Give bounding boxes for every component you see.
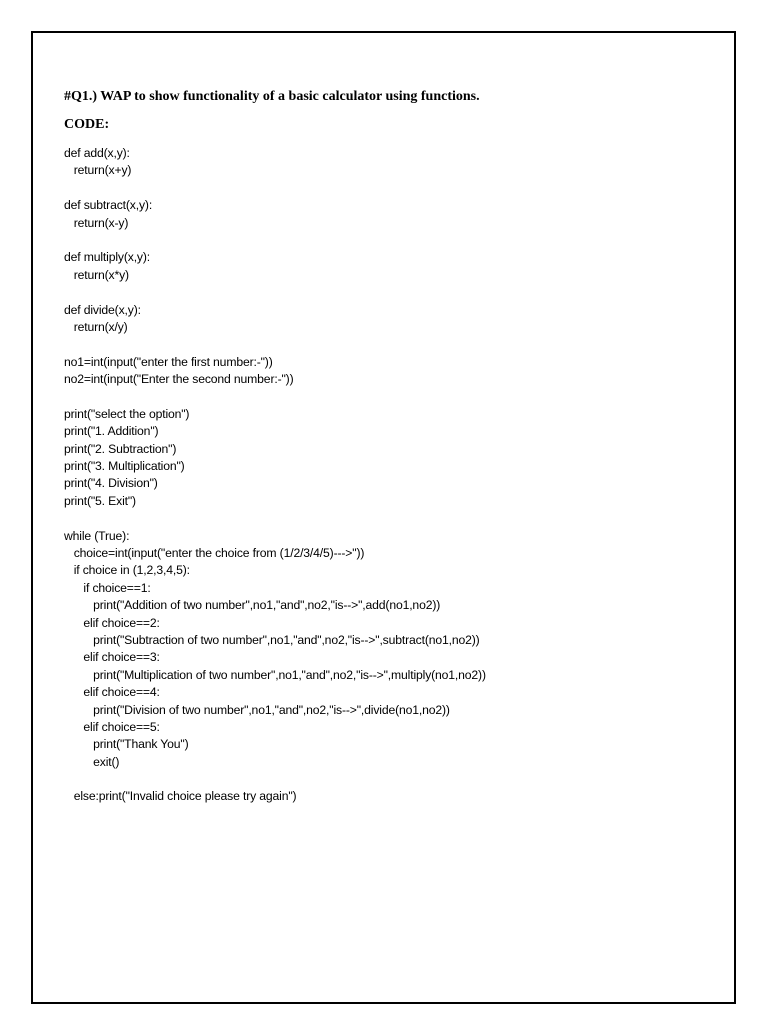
- question-heading: #Q1.) WAP to show functionality of a basic calculator using functions.: [64, 89, 480, 104]
- code-line: print("Addition of two number",no1,"and",no2,"is-->",add(no1,no2)): [64, 598, 441, 613]
- code-line: [64, 510, 486, 527]
- code-line: print("Division of two number",no1,"and",no2,"is-->",divide(no1,no2)): [64, 702, 450, 717]
- code-line: def divide(x,y):: [64, 302, 141, 317]
- code-line: return(x/y): [64, 319, 128, 334]
- code-line: print("3. Multiplication"): [64, 459, 185, 474]
- code-line: [64, 232, 486, 249]
- code-line: no2=int(input("Enter the second number:-")): [64, 372, 294, 387]
- code-line: return(x+y): [64, 163, 132, 178]
- code-block: [64, 145, 486, 806]
- code-line: no1=int(input("enter the first number:-")): [64, 354, 273, 369]
- code-line: else:print("Invalid choice please try again"): [64, 789, 297, 804]
- code-line: print("2. Subtraction"): [64, 441, 177, 456]
- code-line: def multiply(x,y):: [64, 250, 151, 265]
- code-line: if choice in (1,2,3,4,5):: [64, 563, 190, 578]
- code-line: return(x*y): [64, 267, 129, 282]
- code-line: print("select the option"): [64, 406, 190, 421]
- code-line: [64, 180, 486, 197]
- code-line: [64, 336, 486, 353]
- code-line: print("Thank You"): [64, 737, 189, 752]
- code-line: while (True):: [64, 528, 130, 543]
- code-line: elif choice==3:: [64, 650, 160, 665]
- code-label: CODE:: [64, 117, 110, 132]
- code-line: elif choice==4:: [64, 685, 160, 700]
- code-line: print("1. Addition"): [64, 424, 159, 439]
- code-line: print("5. Exit"): [64, 493, 136, 508]
- code-line: def subtract(x,y):: [64, 198, 153, 213]
- code-line: return(x-y): [64, 215, 129, 230]
- code-line: print("4. Division"): [64, 476, 158, 491]
- code-line: exit(): [64, 754, 120, 769]
- code-line: if choice==1:: [64, 580, 151, 595]
- code-line: print("Multiplication of two number",no1,"and",no2,"is-->",multiply(no1,no2)): [64, 667, 486, 682]
- code-line: elif choice==5:: [64, 719, 160, 734]
- code-line: [64, 388, 486, 405]
- code-line: def add(x,y):: [64, 146, 130, 160]
- code-line: print("Subtraction of two number",no1,"and",no2,"is-->",subtract(no1,no2)): [64, 632, 480, 647]
- code-line: choice=int(input("enter the choice from (1/2/3/4/5)--->")): [64, 545, 365, 560]
- code-line: [64, 284, 486, 301]
- code-line: [64, 771, 486, 788]
- code-line: elif choice==2:: [64, 615, 160, 630]
